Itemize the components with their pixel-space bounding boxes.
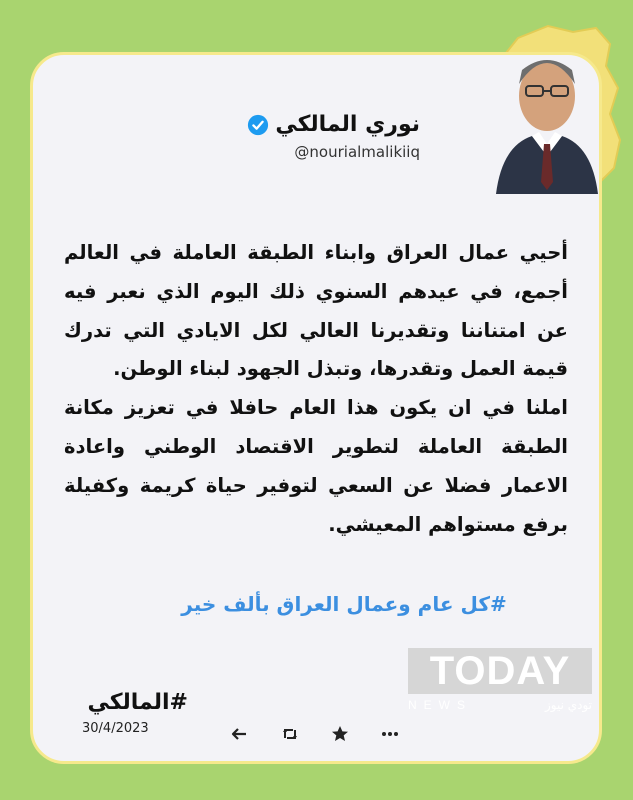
like-icon[interactable] <box>330 724 350 744</box>
more-icon[interactable] <box>380 724 400 744</box>
hashtag-link[interactable]: #كل عام وعمال العراق بألف خير <box>181 592 507 616</box>
tweet-text <box>64 234 568 544</box>
retweet-icon[interactable] <box>280 724 300 744</box>
name-row <box>210 112 420 137</box>
tweet-paragraph: املنا في ان يكون هذا العام حافلا في تعزيز مكانة الطبقة العاملة لتطوير الاقتصاد الوطني واعادة الاعمار فضلا عن السعي لتوفير حياة كريمة وكفيلة برفع مستواهم المعيشي. <box>64 396 568 536</box>
reply-icon[interactable] <box>230 724 250 744</box>
logo-news: NEWS <box>408 698 472 712</box>
logo-brand: TODAY <box>408 648 592 694</box>
logo-bottom <box>408 698 592 712</box>
verified-icon <box>247 114 269 136</box>
tweet-paragraph: أحيي عمال العراق وابناء الطبقة العاملة في العالم أجمع، في عيدهم السنوي ذلك اليوم الذي نعبر فيه عن امتناننا وتقديرنا العالي لكل الايادي التي تدرك قيمة العمل وتقدرها، وتبذل الجهود لبناء الوطن. <box>64 241 568 381</box>
profile-handle[interactable]: @nourialmalikiiq <box>294 143 420 161</box>
signature-hashtag[interactable]: #المالكي <box>87 690 188 715</box>
tweet-actions <box>230 724 400 744</box>
profile-header <box>210 112 420 172</box>
today-news-logo <box>408 648 592 720</box>
avatar <box>488 44 606 194</box>
tweet-date: 30/4/2023 <box>82 721 149 736</box>
logo-arabic: تودي نيوز <box>544 698 592 712</box>
profile-name[interactable]: نوري المالكي <box>275 112 420 137</box>
